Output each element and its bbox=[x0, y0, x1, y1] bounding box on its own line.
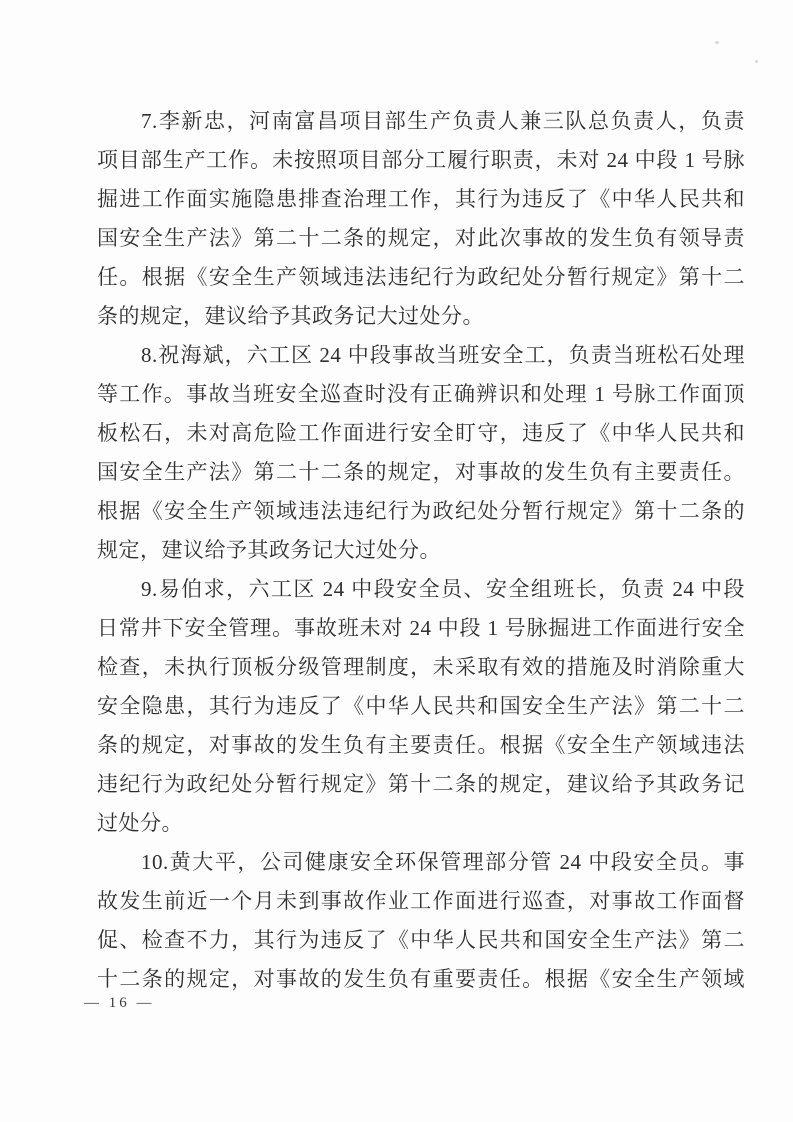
page-number: — 16 — bbox=[84, 995, 155, 1011]
paragraph-item-9 bbox=[97, 570, 745, 843]
text-line: 板松石，未对高危险工作面进行安全盯守，违反了《中华人民共和 bbox=[97, 421, 745, 445]
text-line: 7.李新忠，河南富昌项目部生产负责人兼三队总负责人，负责 bbox=[141, 109, 745, 133]
text-line: 违纪行为政纪处分暂行规定》第十二条的规定，建议给予其政务记 bbox=[97, 772, 745, 796]
scan-artifact bbox=[715, 41, 719, 44]
text-line: 根据《安全生产领域违法违纪行为政纪处分暂行规定》第十二条的 bbox=[97, 499, 745, 523]
text-line: 故发生前近一个月未到事故作业工作面进行巡查，对事故工作面督 bbox=[97, 889, 745, 913]
text-line: 十二条的规定，对事故的发生负有重要责任。根据《安全生产领域 bbox=[97, 967, 745, 991]
text-line: 规定，建议给予其政务记大过处分。 bbox=[97, 538, 441, 562]
text-line: 10.黄大平，公司健康安全环保管理部分管 24 中段安全员。事 bbox=[141, 850, 745, 874]
text-line: 促、检查不力，其行为违反了《中华人民共和国安全生产法》第二 bbox=[97, 928, 745, 952]
text-line: 国安全生产法》第二十二条的规定，对事故的发生负有主要责任。 bbox=[97, 460, 745, 484]
text-line: 掘进工作面实施隐患排查治理工作，其行为违反了《中华人民共和 bbox=[97, 187, 745, 211]
text-line: 9.易伯求，六工区 24 中段安全员、安全组班长，负责 24 中段 bbox=[141, 577, 745, 601]
text-line: 等工作。事故当班安全巡查时没有正确辨识和处理 1 号脉工作面顶 bbox=[97, 382, 745, 406]
text-line: 过处分。 bbox=[97, 811, 183, 835]
paragraph-item-7 bbox=[97, 102, 745, 336]
text-line: 条的规定，对事故的发生负有主要责任。根据《安全生产领域违法 bbox=[97, 733, 745, 757]
text-line: 8.祝海斌，六工区 24 中段事故当班安全工，负责当班松石处理 bbox=[141, 343, 745, 367]
text-line: 检查，未执行顶板分级管理制度，未采取有效的措施及时消除重大 bbox=[97, 655, 745, 679]
document-body bbox=[97, 102, 745, 999]
paragraph-item-8 bbox=[97, 336, 745, 570]
scan-artifact bbox=[755, 60, 758, 63]
paragraph-item-10 bbox=[97, 843, 745, 999]
text-line: 日常井下安全管理。事故班未对 24 中段 1 号脉掘进工作面进行安全 bbox=[97, 616, 745, 640]
text-line: 项目部生产工作。未按照项目部分工履行职责，未对 24 中段 1 号脉 bbox=[97, 148, 745, 172]
text-line: 任。根据《安全生产领域违法违纪行为政纪处分暂行规定》第十二 bbox=[97, 265, 745, 289]
text-line: 条的规定，建议给予其政务记大过处分。 bbox=[97, 304, 484, 328]
text-line: 国安全生产法》第二十二条的规定，对此次事故的发生负有领导责 bbox=[97, 226, 745, 250]
text-line: 安全隐患，其行为违反了《中华人民共和国安全生产法》第二十二 bbox=[97, 694, 745, 718]
